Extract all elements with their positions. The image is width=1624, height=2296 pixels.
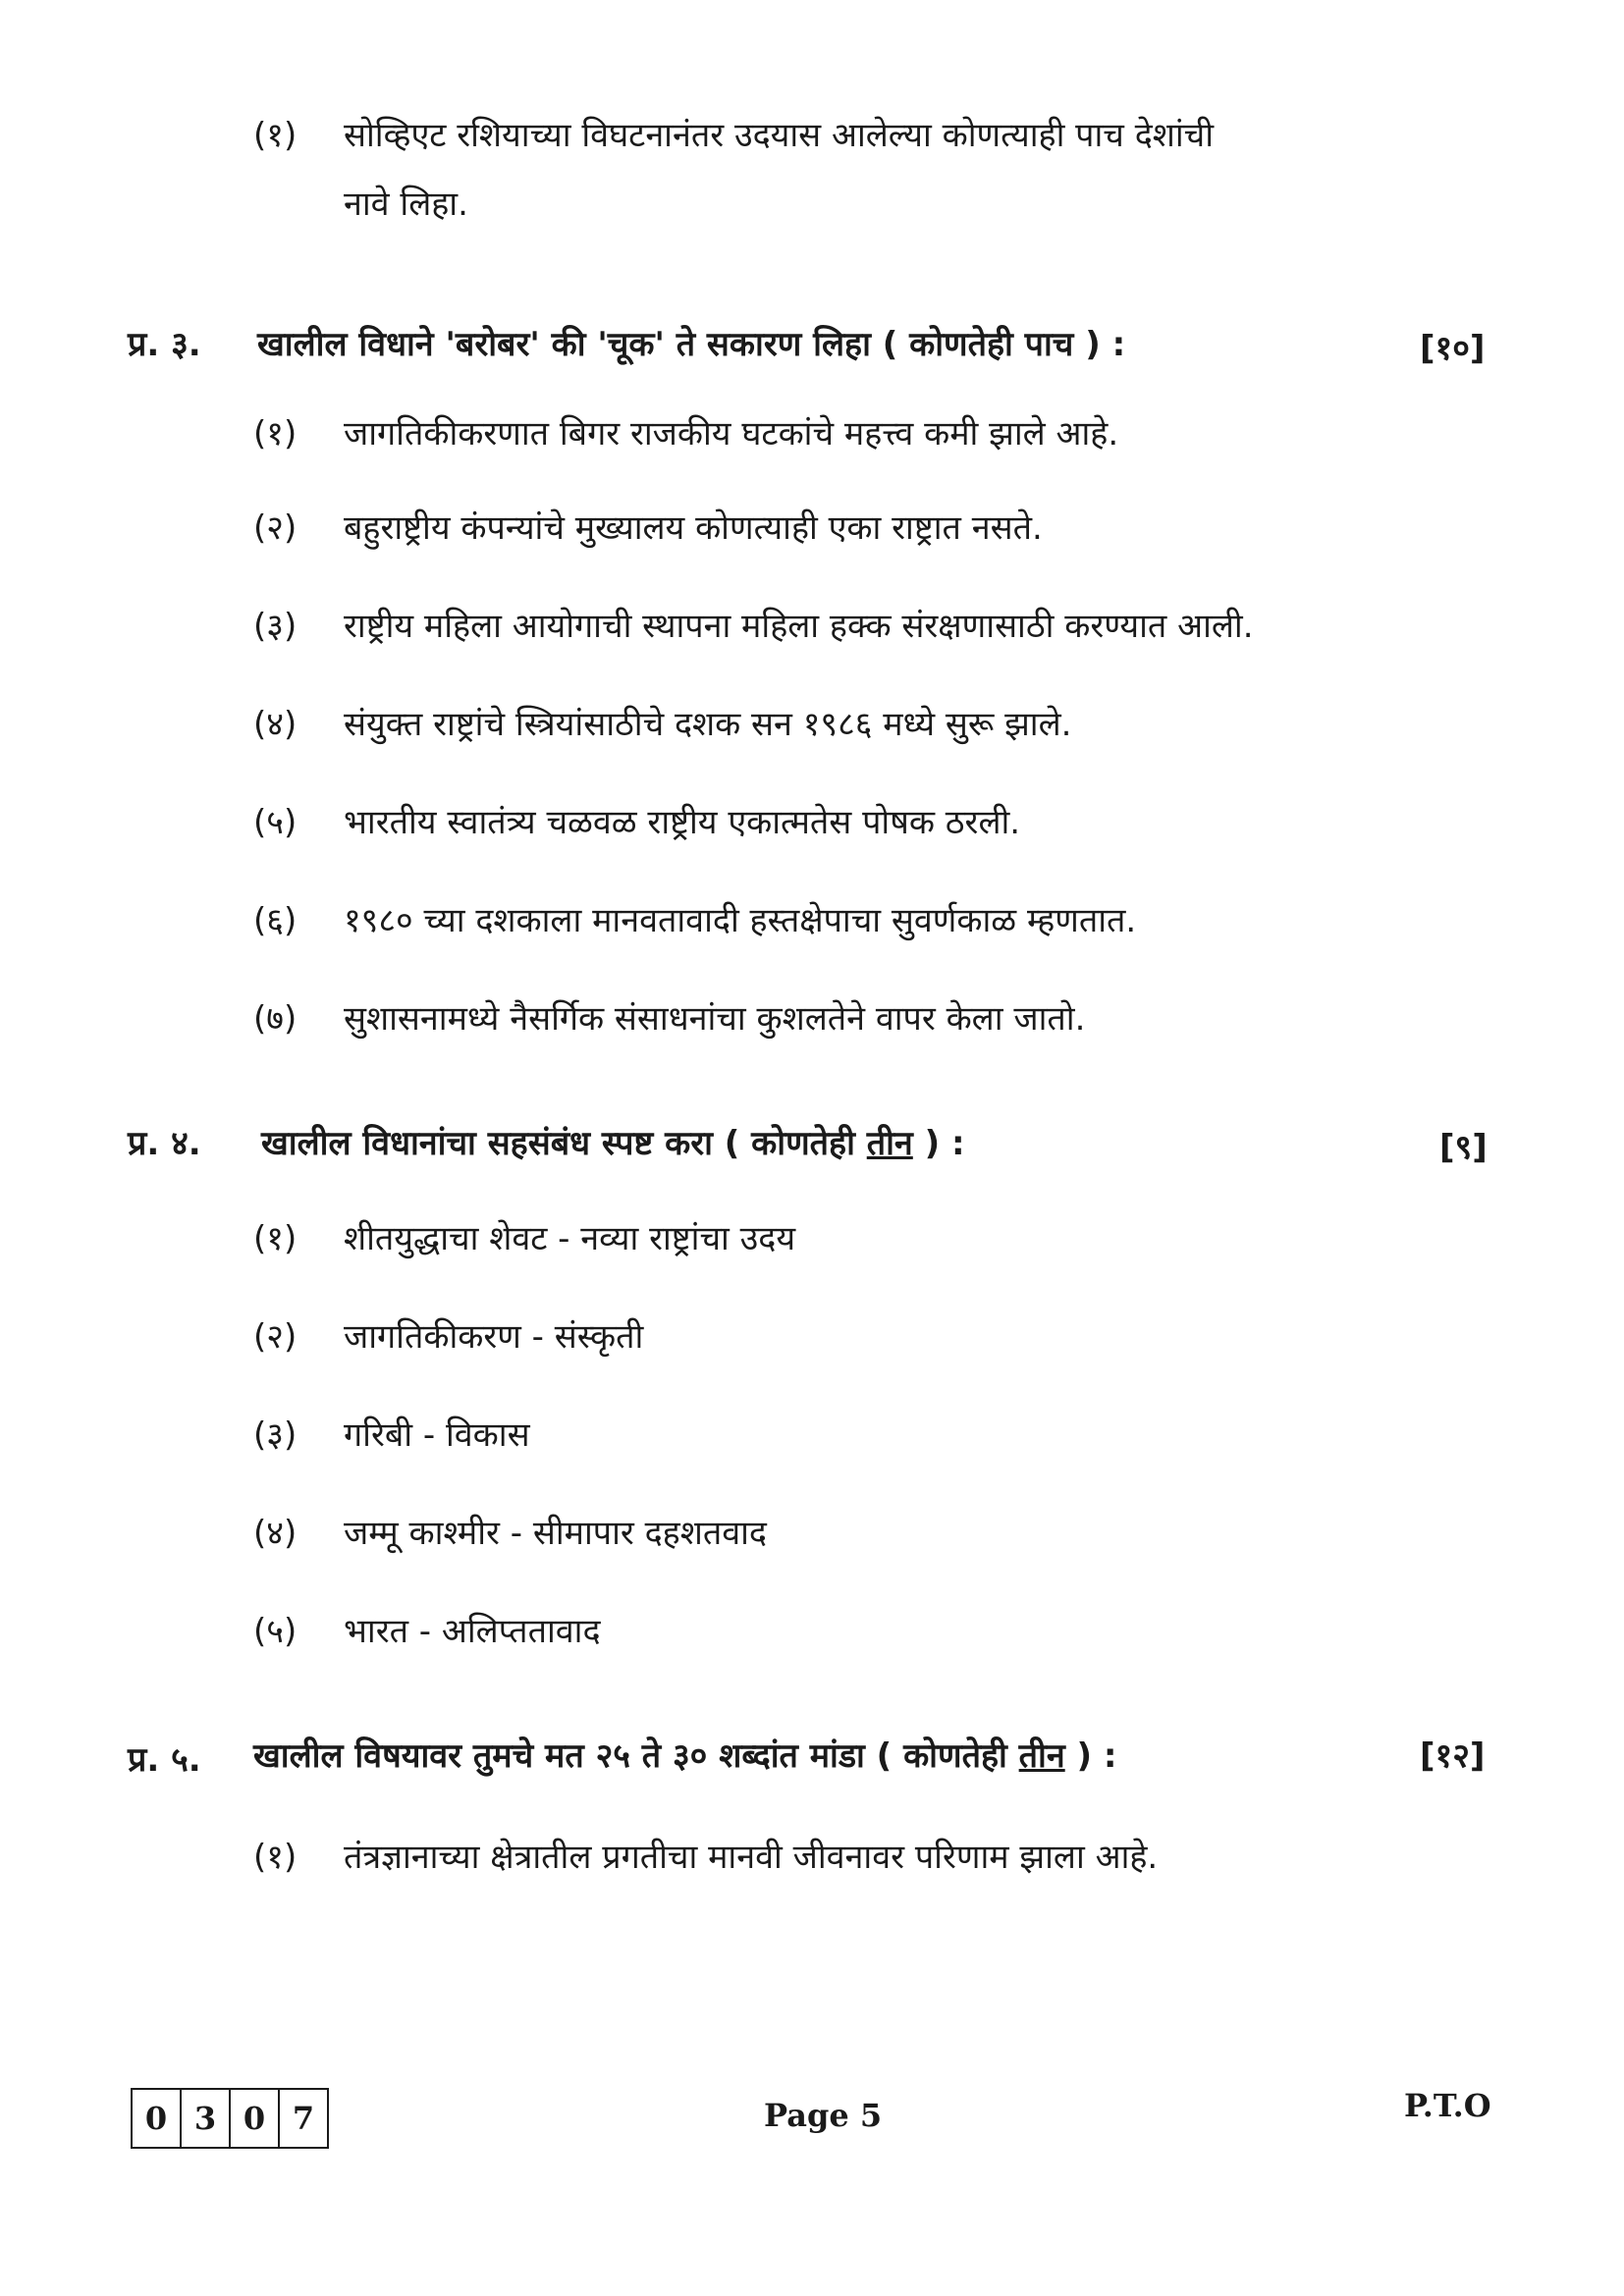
q4-title-end: ) : — [912, 1124, 965, 1163]
item-text: जागतिकीकरण - संस्कृती — [344, 1317, 644, 1357]
page-number: Page 5 — [764, 2097, 883, 2134]
item-text: सुशासनामध्ये नैसर्गिक संसाधनांचा कुशलतेने वापर केला जातो. — [344, 999, 1086, 1039]
code-digit: 0 — [133, 2090, 182, 2147]
q5-number: प्र. ५. — [128, 1740, 201, 1780]
item-number: (५) — [253, 1612, 298, 1651]
item-text: १९८० च्या दशकाला मानवतावादी हस्तक्षेपाचा सुवर्णकाळ म्हणतात. — [344, 901, 1137, 940]
q3-number: प्र. ३. — [128, 325, 201, 364]
item-number: (४) — [253, 705, 298, 744]
code-digit: 3 — [182, 2090, 231, 2147]
q3-item — [253, 412, 1118, 455]
q4-item — [253, 1414, 530, 1457]
item-number: (३) — [253, 1415, 298, 1455]
item-number: (७) — [253, 999, 298, 1039]
item-text: सोव्हिएट रशियाच्या विघटनानंतर उदयास आलेल्या कोणत्याही पाच देशांची — [344, 116, 1215, 155]
item-number: (२) — [253, 508, 298, 548]
item-text: राष्ट्रीय महिला आयोगाची स्थापना महिला हक्क संरक्षणासाठी करण्यात आली. — [344, 607, 1254, 646]
item-text: शीतयुद्धाचा शेवट - नव्या राष्ट्रांचा उदय — [344, 1219, 796, 1258]
q4-title-text: खालील विधानांचा सहसंबंध स्पष्ट करा ( कोणतेही — [261, 1124, 867, 1163]
item-number: (५) — [253, 803, 298, 842]
item-number: (२) — [253, 1317, 298, 1357]
q3-title: खालील विधाने 'बरोबर' की 'चूक' ते सकारण लिहा ( कोणतेही पाच ) : — [257, 325, 1126, 364]
item-text: जम्मू काश्मीर - सीमापार दहशतवाद — [344, 1514, 767, 1553]
item-number: (१) — [253, 116, 298, 155]
item-text: बहुराष्ट्रीय कंपन्यांचे मुख्यालय कोणत्याही एका राष्ट्रात नसते. — [344, 508, 1043, 548]
item-number: (१) — [253, 1219, 298, 1258]
q3-item — [253, 507, 1043, 550]
paper-code-box — [131, 2088, 329, 2149]
item-text: तंत्रज्ञानाच्या क्षेत्रातील प्रगतीचा मानवी जीवनावर परिणाम झाला आहे. — [344, 1838, 1159, 1877]
item-text: भारतीय स्वातंत्र्य चळवळ राष्ट्रीय एकात्मतेस पोषक ठरली. — [344, 803, 1021, 842]
item-text: संयुक्त राष्ट्रांचे स्त्रियांसाठीचे दशक सन १९८६ मध्ये सुरू झाले. — [344, 705, 1072, 744]
item-number: (३) — [253, 607, 298, 646]
item-text: जागतिकीकरणात बिगर राजकीय घटकांचे महत्त्व कमी झाले आहे. — [344, 414, 1119, 454]
q4-item — [253, 1512, 767, 1555]
q4-item — [253, 1217, 795, 1260]
q4-title — [261, 1119, 965, 1164]
code-digit: 7 — [292, 2100, 315, 2137]
q3-item — [253, 801, 1020, 844]
q4-marks: [९] — [1439, 1128, 1488, 1167]
q4-item — [253, 1315, 643, 1359]
code-digit: 0 — [231, 2090, 280, 2147]
pto-label: P.T.O — [1404, 2087, 1491, 2124]
item-text: भारत - अलिप्ततावाद — [344, 1612, 601, 1651]
item-text: गरिबी - विकास — [344, 1415, 530, 1455]
q5-marks: [१२] — [1420, 1736, 1486, 1776]
q5-title-text: खालील विषयावर तुमचे मत २५ ते ३० शब्दांत मांडा ( कोणतेही — [253, 1736, 1019, 1776]
q3-marks: [१०] — [1420, 329, 1486, 368]
q3-item — [253, 899, 1136, 942]
q5-item — [253, 1836, 1158, 1879]
q3-item — [253, 605, 1254, 648]
q3-item — [253, 997, 1085, 1041]
item-number: (४) — [253, 1514, 298, 1553]
item-number: (६) — [253, 901, 298, 940]
q5-title-end: ) : — [1064, 1736, 1117, 1776]
item-number: (१) — [253, 414, 298, 454]
q4-item — [253, 1610, 601, 1653]
top-item — [253, 114, 1214, 157]
item-number: (१) — [253, 1838, 298, 1877]
q5-title-underlined: तीन — [1018, 1736, 1065, 1776]
q3-item — [253, 703, 1071, 746]
top-item-line2: नावे लिहा. — [344, 185, 468, 224]
q5-title — [253, 1732, 1117, 1777]
q4-number: प्र. ४. — [128, 1124, 201, 1163]
q4-title-underlined: तीन — [866, 1124, 913, 1163]
